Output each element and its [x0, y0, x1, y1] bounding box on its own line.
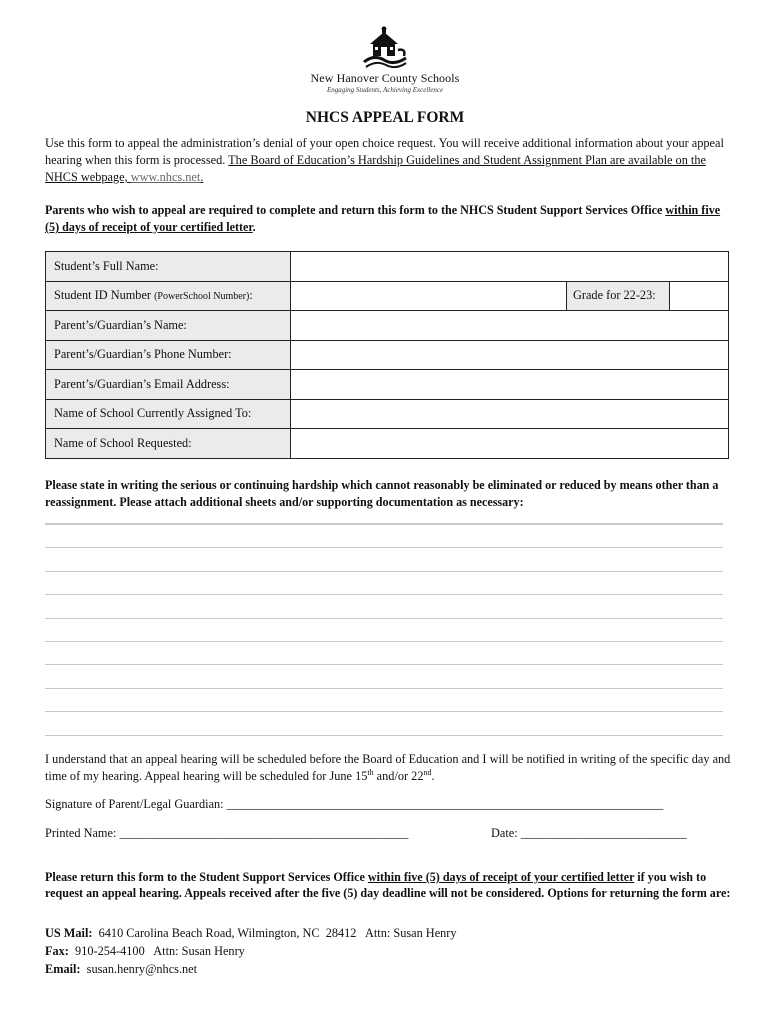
table-row: [46, 429, 729, 459]
signature-label: Signature of Parent/Legal Guardian:: [45, 797, 227, 811]
email-label: Email:: [45, 962, 81, 976]
guardian-phone-field[interactable]: [291, 340, 729, 370]
parents-notice-tail: .: [252, 220, 256, 234]
hearing-acknowledgement: [45, 751, 735, 785]
intro-text: Use this form to appeal the administration’s denial of your open choice request. You will receive additional information about your appeal hearing when this form is processed.: [45, 136, 724, 167]
guardian-email-label: Parent’s/Guardian’s Email Address:: [46, 370, 291, 400]
parents-notice-deadline: within five (5) days of receipt of your certified letter: [45, 203, 721, 234]
printed-name-row: [45, 826, 408, 841]
hardship-writing-lines[interactable]: [45, 523, 723, 736]
printed-name-field[interactable]: _______________________________________________: [119, 826, 409, 840]
writing-line[interactable]: [45, 712, 723, 735]
table-row: [46, 340, 729, 370]
student-name-label: Student’s Full Name:: [46, 252, 291, 282]
writing-line[interactable]: [45, 595, 723, 618]
hardship-prompt: Please state in writing the serious or continuing hardship which cannot reasonably be eliminated or reduced by means other than a reassignment. Please attach additional sheets and/or supporting documentation as necessary:: [45, 478, 719, 509]
contact-email: [45, 960, 457, 978]
school-assigned-field[interactable]: [291, 399, 729, 429]
org-tagline: Engaging Students, Achieving Excellence: [326, 86, 444, 94]
student-name-field[interactable]: [291, 252, 729, 282]
return-notice-tail: if you wish to request an appeal hearing. Appeals received after the five (5) day deadline will not be considered. Options for returning the form are:: [45, 870, 731, 900]
intro-paragraph: [45, 135, 735, 186]
school-requested-field[interactable]: [291, 429, 729, 459]
writing-line[interactable]: [45, 548, 723, 571]
schoolhouse-logo-icon: [360, 26, 410, 70]
writing-line[interactable]: [45, 572, 723, 595]
contact-info: [45, 924, 457, 978]
parents-notice: [45, 202, 735, 236]
date-row: [491, 826, 687, 841]
school-assigned-label: Name of School Currently Assigned To:: [46, 399, 291, 429]
guidelines-link-text[interactable]: The Board of Education’s Hardship Guidelines and Student Assignment Plan are available on the NHCS webpage,: [45, 153, 706, 184]
table-row: [46, 281, 729, 311]
writing-line[interactable]: [45, 665, 723, 688]
signature-row: [45, 797, 663, 812]
grade-label: Grade for 22-23:: [567, 281, 670, 311]
student-id-colon: :: [249, 288, 253, 303]
return-notice-deadline: within five (5) days of receipt of your certified letter: [367, 870, 635, 884]
table-row: [46, 311, 729, 341]
ack-mid: and/or 22: [373, 769, 424, 783]
ack-text: I understand that an appeal hearing will be scheduled before the Board of Education and I will be notified in writing of the specific day and time of my hearing. Appeal hearing will be scheduled for June 15: [45, 752, 731, 783]
intro-tail: .: [200, 170, 204, 184]
date-field[interactable]: ___________________________: [520, 826, 687, 840]
fax-label: Fax:: [45, 944, 69, 958]
table-row: [46, 399, 729, 429]
ack-sup-nd: nd: [423, 767, 432, 777]
ack-sup-th: th: [367, 767, 374, 777]
student-id-label-text: Student ID Number: [54, 288, 155, 303]
form-title: NHCS APPEAL FORM: [305, 109, 465, 126]
writing-line[interactable]: [45, 689, 723, 712]
return-notice-text: Please return this form to the Student Support Services Office: [45, 870, 368, 884]
guardian-name-field[interactable]: [291, 311, 729, 341]
org-name: New Hanover County Schools: [310, 71, 460, 85]
ack-tail: .: [431, 769, 435, 783]
guardian-email-field[interactable]: [291, 370, 729, 400]
email-value[interactable]: susan.henry@nhcs.net: [80, 962, 198, 976]
grade-field[interactable]: [670, 281, 729, 311]
student-id-note: (PowerSchool Number): [154, 291, 250, 303]
contact-fax: [45, 942, 457, 960]
date-label: Date:: [491, 826, 521, 840]
parents-notice-text: Parents who wish to appeal are required to complete and return this form to the NHCS Student Support Services Office: [45, 203, 666, 217]
student-info-table: [45, 251, 729, 459]
guardian-name-label: Parent’s/Guardian’s Name:: [46, 311, 291, 341]
mail-value: 6410 Carolina Beach Road, Wilmington, NC 28412 Attn: Susan Henry: [92, 926, 457, 940]
writing-line[interactable]: [45, 619, 723, 642]
writing-line[interactable]: [45, 525, 723, 548]
school-requested-label: Name of School Requested:: [46, 429, 291, 459]
contact-mail: [45, 924, 457, 942]
nhcs-logo: [0, 26, 770, 94]
writing-line[interactable]: [45, 642, 723, 665]
guardian-phone-label: Parent’s/Guardian’s Phone Number:: [46, 340, 291, 370]
printed-name-label: Printed Name:: [45, 826, 120, 840]
fax-value: 910-254-4100 Attn: Susan Henry: [68, 944, 245, 958]
table-row: [46, 252, 729, 282]
signature-field[interactable]: _______________________________________________________________________: [226, 797, 664, 811]
nhcs-website-link[interactable]: www.nhcs.net: [130, 170, 201, 184]
student-id-field[interactable]: [291, 281, 567, 311]
mail-label: US Mail:: [45, 926, 93, 940]
table-row: [46, 370, 729, 400]
return-notice: [45, 870, 735, 901]
student-id-label: [46, 281, 291, 311]
